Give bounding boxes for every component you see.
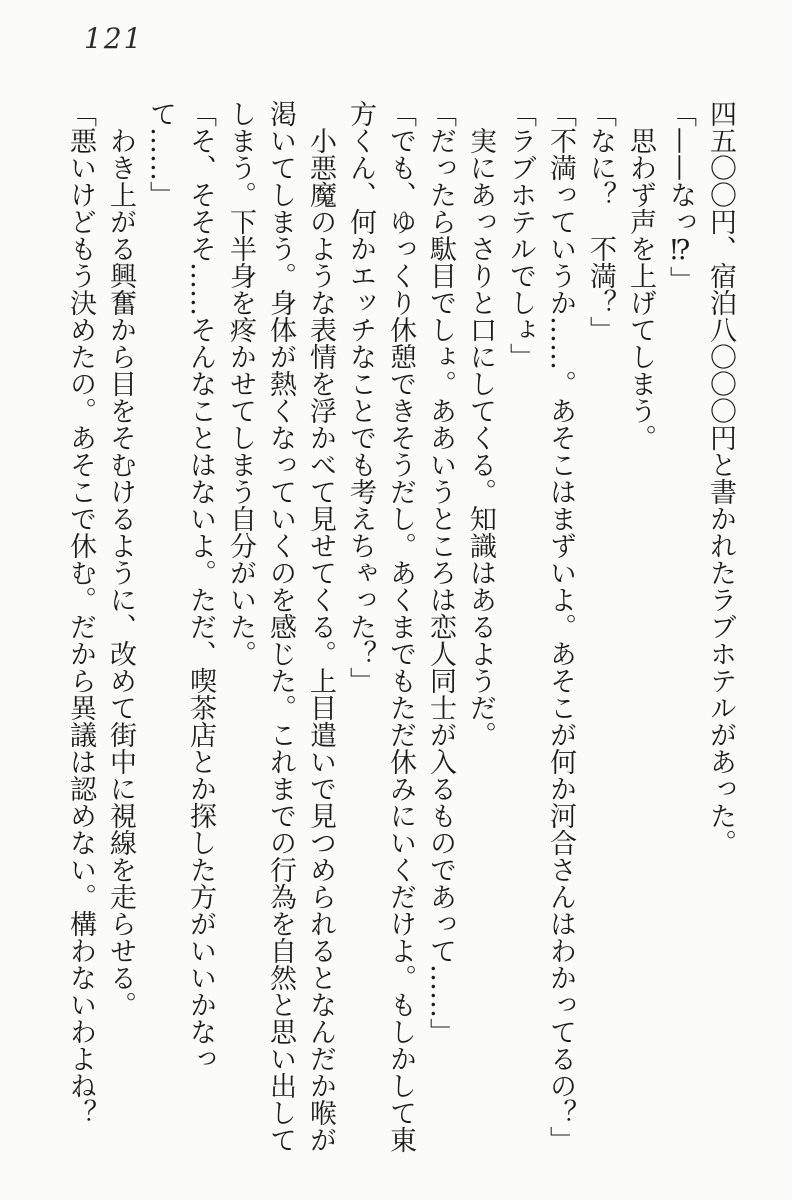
- paragraph-dialogue-8: 「悪いけどもう決めたの。あそこで休む。だから異議は認めない。構わないわよね？: [65, 100, 96, 1126]
- paragraph-narrative-3: 実にあっさりと口にしてくる。知識はあるようだ。: [465, 127, 496, 748]
- paragraph-dialogue-2: 「なに？ 不満？」: [585, 100, 616, 343]
- page-text: [60, 100, 740, 1156]
- paragraph-dialogue-6: 「でも、ゆっくり休憩できそうだし。あくまでもただ休みにいくだけよ。もしかして東方くん、何かエッチなことでも考えちゃった？」: [345, 100, 416, 1153]
- paragraph-dialogue-5: 「だったら駄目でしょ。ああいうところは恋人同士が入るものであって……」: [425, 100, 456, 1045]
- paragraph-dialogue-1: 「——なっ⁉」: [665, 100, 696, 293]
- paragraph-narrative-4: 小悪魔のような表情を浮かべて見せてくる。上目遣いで見つめられるとなんだか喉が渇いてしまう。身体が熱くなっていくのを感じた。これまでの行為を自然と思い出してしまう。下半身を疼かせてしまう自分がいた。: [225, 100, 336, 1153]
- paragraph-dialogue-3: 「不満っていうか……。あそこはまずいよ。あそこが何か河合さんはわかってるの？」: [545, 100, 576, 1153]
- paragraph-dialogue-4: 「ラブホテルでしょ」: [505, 100, 536, 370]
- page-number: 121: [84, 22, 144, 55]
- paragraph-narrative-2: 思わず声を上げてしまう。: [625, 127, 656, 451]
- paragraph-dialogue-7: 「そ、そそそ……そんなことはないよ。ただ、喫茶店とか探した方がいいかなって……」: [145, 100, 216, 1072]
- paragraph-narrative-5: わき上がる興奮から目をそむけるように、改めて街中に視線を走らせる。: [105, 127, 136, 1018]
- paragraph-narrative-1: 四五〇〇円、宿泊八〇〇〇円と書かれたラブホテルがあった。: [705, 100, 736, 856]
